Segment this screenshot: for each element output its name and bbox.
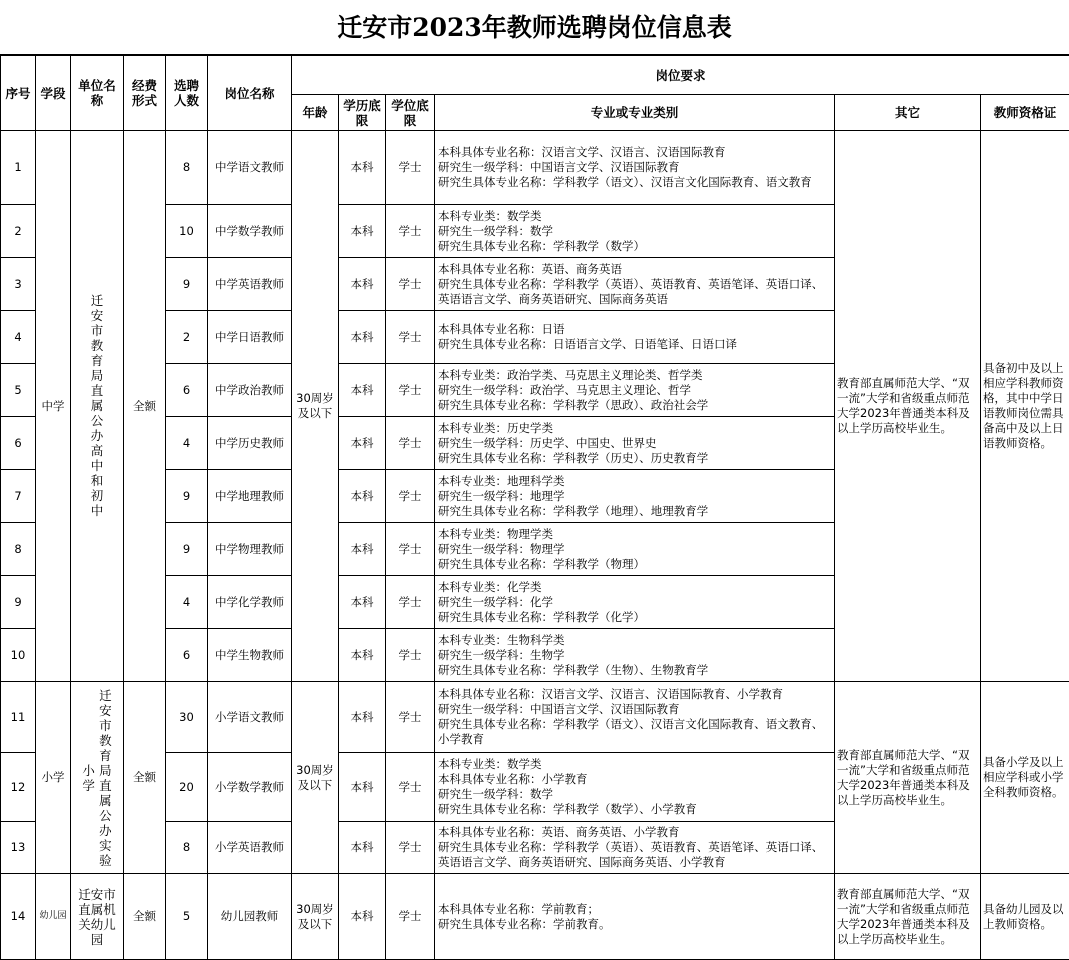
- edu-cell: 本科: [339, 629, 386, 682]
- row-number: 1: [1, 131, 36, 205]
- degree-cell: 学士: [386, 822, 435, 874]
- post-name-cell: 中学政治教师: [208, 364, 292, 417]
- post-name-cell: 中学物理教师: [208, 523, 292, 576]
- major-cell: 本科具体专业名称：学前教育； 研究生具体专业名称：学前教育。: [435, 874, 835, 960]
- row-number: 6: [1, 417, 36, 470]
- count-cell: 10: [166, 205, 208, 258]
- degree-cell: 学士: [386, 523, 435, 576]
- certificate-cell: 具备小学及以上相应学科或小学全科教师资格。: [981, 682, 1069, 874]
- other-requirements-cell: 教育部直属师范大学、“双一流”大学和省级重点师范大学2023年普通类本科及以上学历高校毕业生。: [835, 874, 981, 960]
- header-count: 选聘人数: [166, 56, 208, 131]
- count-cell: 9: [166, 523, 208, 576]
- row-number: 3: [1, 258, 36, 311]
- post-name-cell: 中学地理教师: [208, 470, 292, 523]
- table-row: [1, 874, 1069, 960]
- certificate-cell: 具备幼儿园及以上教师资格。: [981, 874, 1069, 960]
- count-cell: 2: [166, 311, 208, 364]
- edu-cell: 本科: [339, 364, 386, 417]
- edu-cell: 本科: [339, 576, 386, 629]
- age-cell: 30周岁及以下: [292, 131, 339, 682]
- row-number: 5: [1, 364, 36, 417]
- count-cell: 9: [166, 258, 208, 311]
- row-number: 8: [1, 523, 36, 576]
- count-cell: 9: [166, 470, 208, 523]
- post-name-cell: 中学数学教师: [208, 205, 292, 258]
- age-cell: 30周岁及以下: [292, 874, 339, 960]
- post-name-cell: 中学化学教师: [208, 576, 292, 629]
- header-fund: 经费形式: [124, 56, 166, 131]
- row-number: 12: [1, 753, 36, 822]
- degree-cell: 学士: [386, 258, 435, 311]
- header-major: 专业或专业类别: [435, 95, 835, 131]
- header-degree: 学位底限: [386, 95, 435, 131]
- row-number: 13: [1, 822, 36, 874]
- header-other: 其它: [835, 95, 981, 131]
- post-name-cell: 中学日语教师: [208, 311, 292, 364]
- header-no: 序号: [1, 56, 36, 131]
- row-number: 7: [1, 470, 36, 523]
- header-requirements: 岗位要求: [292, 56, 1069, 95]
- unit-name-extra: 小学: [82, 763, 95, 793]
- degree-cell: 学士: [386, 364, 435, 417]
- row-number: 9: [1, 576, 36, 629]
- row-number: 14: [1, 874, 36, 960]
- header-post: 岗位名称: [208, 56, 292, 131]
- header-age: 年龄: [292, 95, 339, 131]
- degree-cell: 学士: [386, 629, 435, 682]
- major-cell: 本科专业类：化学类 研究生一级学科：化学 研究生具体专业名称：学科教学（化学）: [435, 576, 835, 629]
- degree-cell: 学士: [386, 470, 435, 523]
- edu-cell: 本科: [339, 753, 386, 822]
- degree-cell: 学士: [386, 311, 435, 364]
- count-cell: 4: [166, 576, 208, 629]
- unit-name: 迁安市教育局直属公办高中和初中: [91, 293, 104, 518]
- count-cell: 30: [166, 682, 208, 753]
- header-cert: 教师资格证: [981, 95, 1069, 131]
- major-cell: 本科具体专业名称：汉语言文学、汉语言、汉语国际教育、小学教育 研究生一级学科：中国语言文学、汉语国际教育 研究生具体专业名称：学科教学（语文）、汉语言文化国际教育、语文教育、小学教育: [435, 682, 835, 753]
- fund-cell: 全额: [124, 682, 166, 874]
- count-cell: 5: [166, 874, 208, 960]
- header-unit: 单位名称: [71, 56, 124, 131]
- edu-cell: 本科: [339, 417, 386, 470]
- edu-cell: 本科: [339, 682, 386, 753]
- unit-name-cell: [71, 131, 124, 682]
- edu-cell: 本科: [339, 822, 386, 874]
- degree-cell: 学士: [386, 682, 435, 753]
- degree-cell: 学士: [386, 753, 435, 822]
- positions-table: [0, 55, 1069, 960]
- post-name-cell: 中学英语教师: [208, 258, 292, 311]
- stage-cell: 小学: [36, 682, 71, 874]
- row-number: 4: [1, 311, 36, 364]
- certificate-cell: 具备初中及以上相应学科教师资格，其中中学日语教师岗位需具备高中及以上日语教师资格。: [981, 131, 1069, 682]
- major-cell: 本科专业类：数学类 研究生一级学科：数学 研究生具体专业名称：学科教学（数学）: [435, 205, 835, 258]
- edu-cell: 本科: [339, 258, 386, 311]
- edu-cell: 本科: [339, 470, 386, 523]
- degree-cell: 学士: [386, 205, 435, 258]
- other-requirements-cell: 教育部直属师范大学、“双一流”大学和省级重点师范大学2023年普通类本科及以上学历高校毕业生。: [835, 682, 981, 874]
- count-cell: 6: [166, 629, 208, 682]
- edu-cell: 本科: [339, 523, 386, 576]
- edu-cell: 本科: [339, 205, 386, 258]
- unit-name-cell: [71, 682, 124, 874]
- page-title: 迁安市2023年教师选聘岗位信息表: [0, 0, 1069, 55]
- table-row: [1, 682, 1069, 753]
- row-number: 11: [1, 682, 36, 753]
- post-name-cell: 中学生物教师: [208, 629, 292, 682]
- major-cell: 本科专业类：生物科学类 研究生一级学科：生物学 研究生具体专业名称：学科教学（生物）、生物教育学: [435, 629, 835, 682]
- fund-cell: 全额: [124, 131, 166, 682]
- major-cell: 本科具体专业名称：汉语言文学、汉语言、汉语国际教育 研究生一级学科：中国语言文学、汉语国际教育 研究生具体专业名称：学科教学（语文）、汉语言文化国际教育、语文教育: [435, 131, 835, 205]
- major-cell: 本科专业类：政治学类、马克思主义理论类、哲学类 研究生一级学科：政治学、马克思主义理论、哲学 研究生具体专业名称：学科教学（思政）、政治社会学: [435, 364, 835, 417]
- post-name-cell: 中学历史教师: [208, 417, 292, 470]
- edu-cell: 本科: [339, 131, 386, 205]
- degree-cell: 学士: [386, 131, 435, 205]
- degree-cell: 学士: [386, 576, 435, 629]
- header-edu: 学历底限: [339, 95, 386, 131]
- major-cell: 本科专业类：历史学类 研究生一级学科：历史学、中国史、世界史 研究生具体专业名称：学科教学（历史）、历史教育学: [435, 417, 835, 470]
- major-cell: 本科具体专业名称：英语、商务英语、小学教育 研究生具体专业名称：学科教学（英语）、英语教育、英语笔译、英语口译、英语语言文学、商务英语研究、国际商务英语、小学教育: [435, 822, 835, 874]
- major-cell: 本科专业类：物理学类 研究生一级学科：物理学 研究生具体专业名称：学科教学（物理）: [435, 523, 835, 576]
- count-cell: 4: [166, 417, 208, 470]
- count-cell: 8: [166, 822, 208, 874]
- row-number: 2: [1, 205, 36, 258]
- post-name-cell: 幼儿园教师: [208, 874, 292, 960]
- major-cell: 本科专业类：地理科学类 研究生一级学科：地理学 研究生具体专业名称：学科教学（地理）、地理教育学: [435, 470, 835, 523]
- edu-cell: 本科: [339, 874, 386, 960]
- fund-cell: 全额: [124, 874, 166, 960]
- degree-cell: 学士: [386, 874, 435, 960]
- age-cell: 30周岁及以下: [292, 682, 339, 874]
- post-name-cell: 小学英语教师: [208, 822, 292, 874]
- unit-name: 迁安市教育局直属公办实验: [99, 688, 112, 868]
- count-cell: 8: [166, 131, 208, 205]
- stage-cell: 中学: [36, 131, 71, 682]
- stage-cell: 幼儿园: [36, 874, 71, 960]
- post-name-cell: 小学语文教师: [208, 682, 292, 753]
- count-cell: 20: [166, 753, 208, 822]
- unit-name-cell: 迁安市直属机关幼儿园: [71, 874, 124, 960]
- major-cell: 本科具体专业名称：英语、商务英语 研究生具体专业名称：学科教学（英语）、英语教育、英语笔译、英语口译、英语语言文学、商务英语研究、国际商务英语: [435, 258, 835, 311]
- row-number: 10: [1, 629, 36, 682]
- post-name-cell: 中学语文教师: [208, 131, 292, 205]
- header-stage: 学段: [36, 56, 71, 131]
- other-requirements-cell: 教育部直属师范大学、“双一流”大学和省级重点师范大学2023年普通类本科及以上学历高校毕业生。: [835, 131, 981, 682]
- degree-cell: 学士: [386, 417, 435, 470]
- major-cell: 本科具体专业名称：日语 研究生具体专业名称：日语语言文学、日语笔译、日语口译: [435, 311, 835, 364]
- edu-cell: 本科: [339, 311, 386, 364]
- major-cell: 本科专业类：数学类 本科具体专业名称：小学教育 研究生一级学科：数学 研究生具体专业名称：学科教学（数学）、小学教育: [435, 753, 835, 822]
- count-cell: 6: [166, 364, 208, 417]
- table-row: [1, 131, 1069, 205]
- post-name-cell: 小学数学教师: [208, 753, 292, 822]
